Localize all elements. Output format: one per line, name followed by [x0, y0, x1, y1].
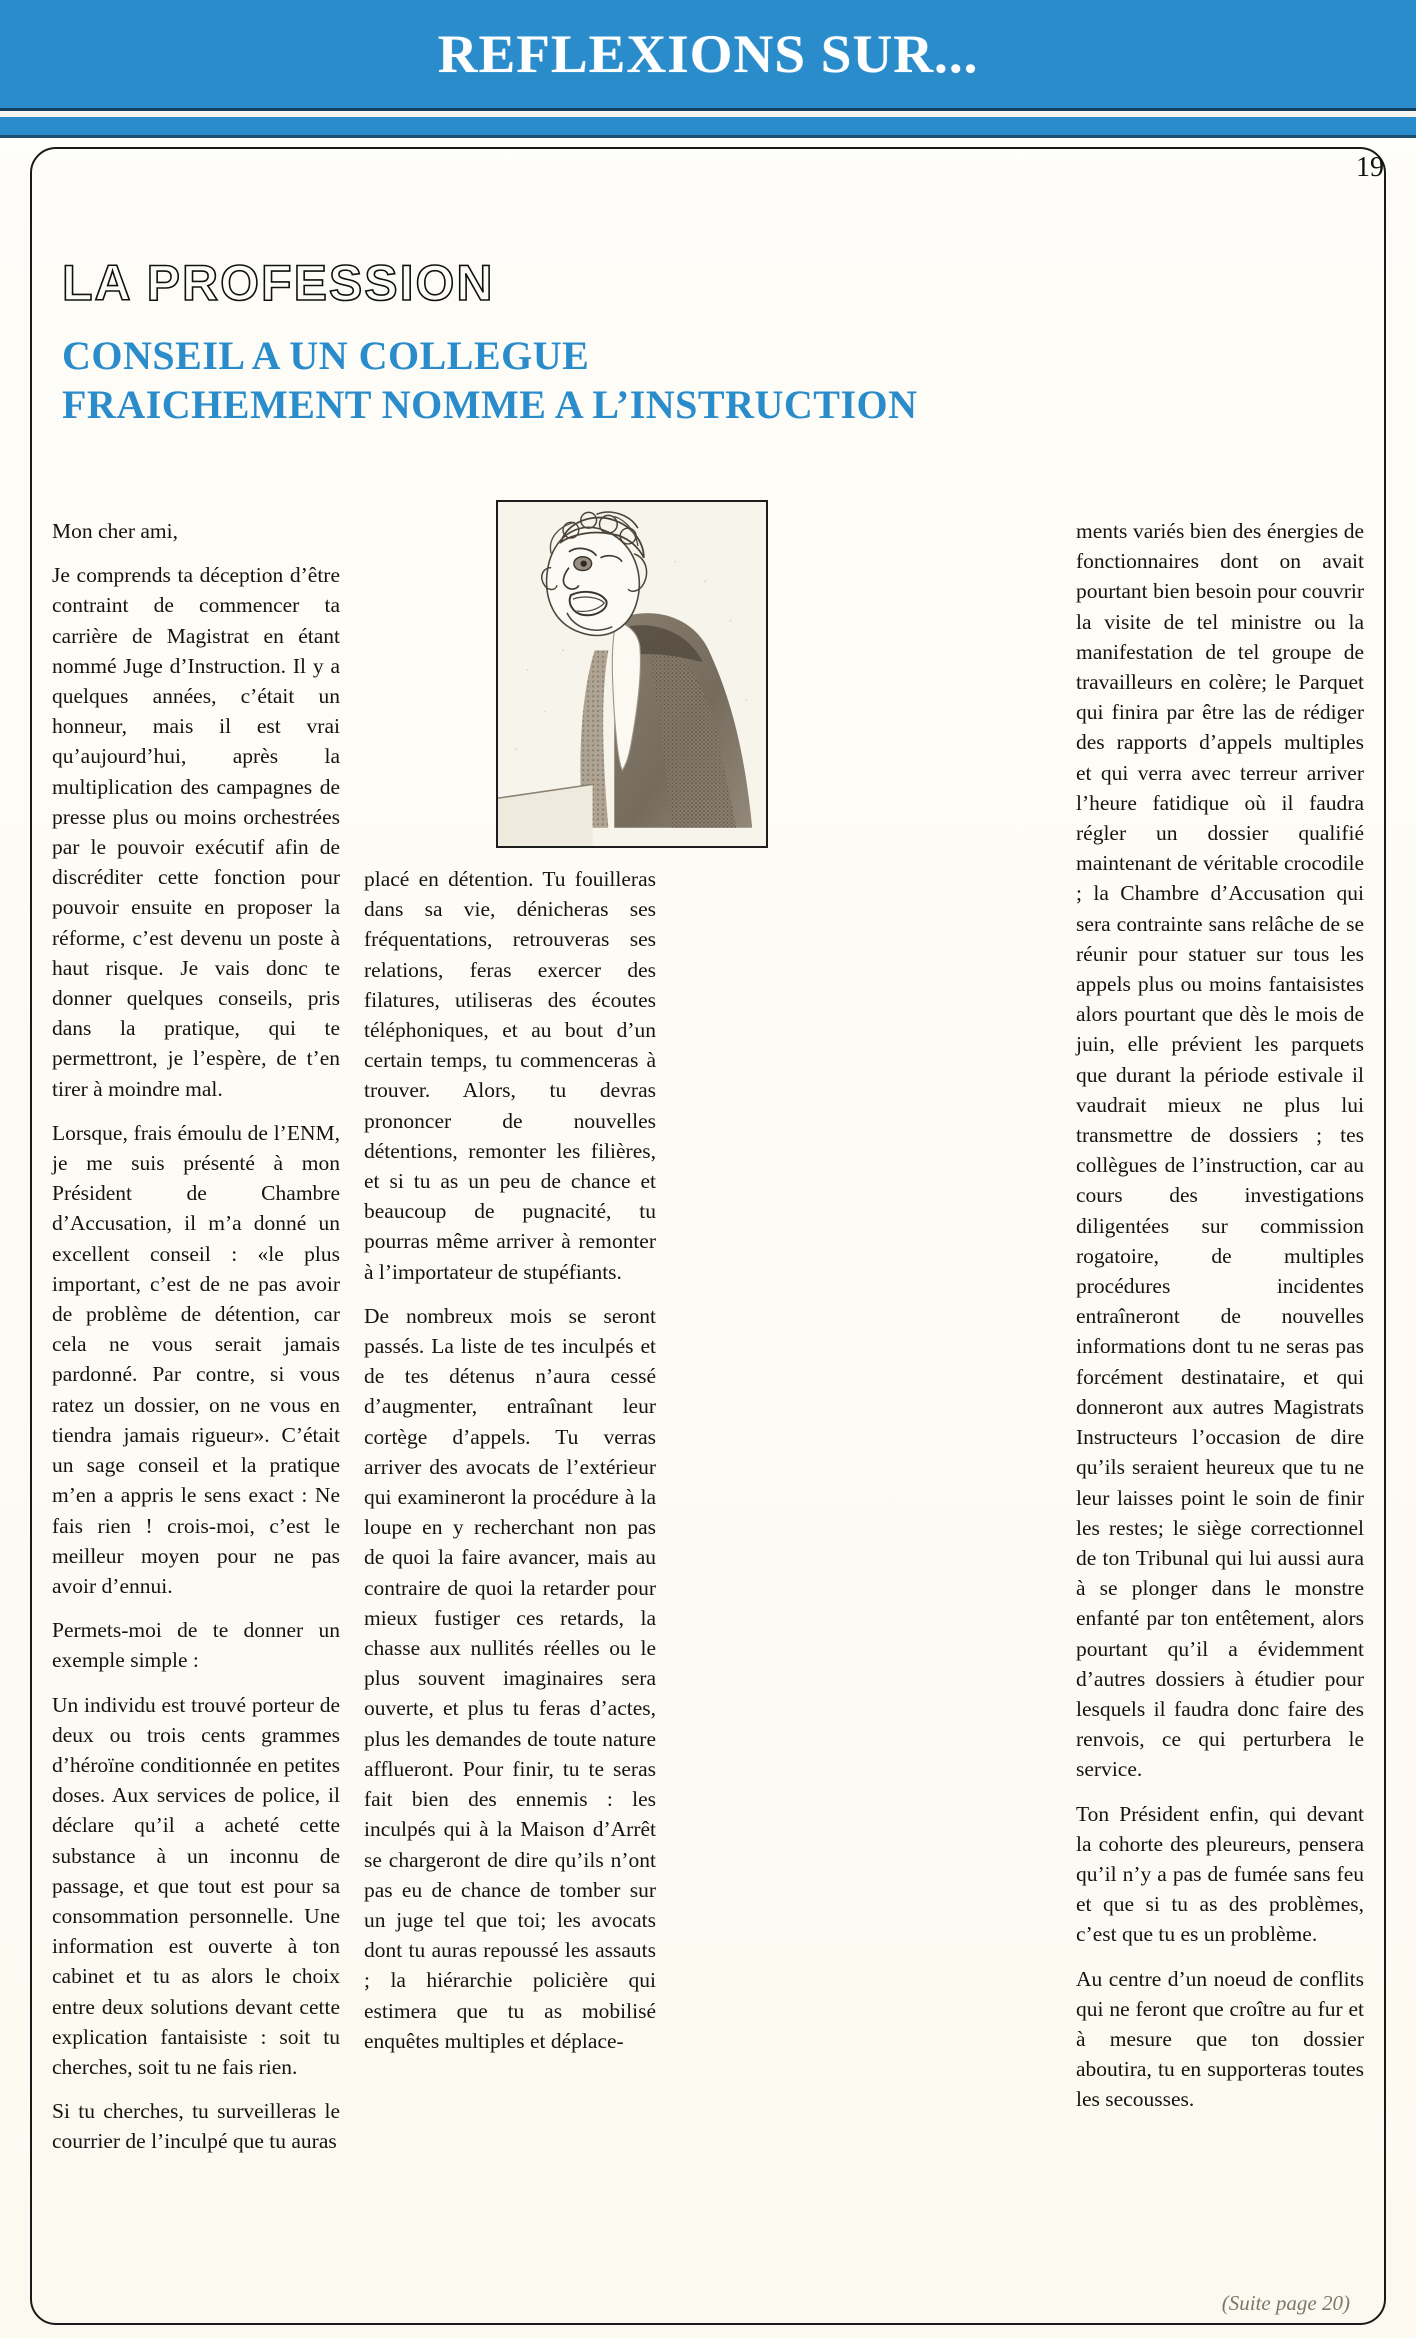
masthead-banner [0, 0, 1416, 108]
continuation-note: (Suite page 20) [1221, 2291, 1350, 2315]
paragraph: Ton Président enfin, qui devant la cohorte des pleureurs, pensera qu’il n’y a pas de fumée sans feu et que si tu as des problèmes, c’est que tu es un problème. [1076, 1801, 1364, 1947]
column-3 [1076, 516, 1364, 2256]
paragraph: Si tu cherches, tu surveilleras le courrier de l’inculpé que tu auras [52, 2099, 340, 2154]
column-2 [364, 516, 656, 2256]
column-1 [52, 516, 340, 2256]
banner-rule-bottom [0, 135, 1416, 138]
paragraph: De nombreux mois se seront passés. La liste de tes inculpés et de tes détenus n’aura cessé d’augmenter, entraînant leur cortège d’appels. Tu verras arriver des avocats de l’extérieur qui examineront la procédure à la loupe en y recherchant non pas de quoi la faire avancer, mais au contraire de quoi la retarder pour mieux fustiger ces retards, la chasse aux nullités réelles ou le plus souvent imaginaires sera ouverte, et plus tu feras d’actes, plus les demandes de toute nature afflueront. Pour finir, tu te seras fait bien des ennemis : les inculpés qui à la Maison d’Arrêt se chargeront de dire qu’ils n’ont pas eu de chance de tomber sur un juge tel que toi; les avocats dont tu auras repoussé les assauts ; la hiérarchie policière qui estimera que tu as mobilisé enquêtes multiples et déplace- [364, 1303, 656, 2053]
paragraph: Au centre d’un noeud de conflits qui ne feront que croître au fur et à mesure que ton dossier aboutira, tu en supporteras toutes les secousses. [1076, 1966, 1364, 2112]
headline-line-1: CONSEIL A UN COLLEGUE [62, 333, 590, 378]
paragraph: placé en détention. Tu fouilleras dans sa vie, dénicheras ses fréquentations, retrouveras ses relations, feras exercer des filatures, utiliseras des écoutes téléphoniques, et au bout d’un certain temps, tu commenceras à trouver. Alors, tu devras prononcer de nouvelles détentions, remonter les filières, et si tu as un peu de chance et beaucoup de pugnacité, tu pourras même arriver à remonter à l’importateur de stupéfiants. [364, 867, 656, 1284]
section-kicker: LA PROFESSION [62, 255, 495, 311]
masthead-title: REFLEXIONS SUR... [437, 24, 979, 84]
paragraph: Mon cher ami, [52, 519, 178, 543]
headline-line-2: FRAICHEMENT NOMME A L’INSTRUCTION [62, 381, 918, 427]
page-number: 19 [1356, 152, 1384, 183]
paragraph: Lorsque, frais émoulu de l’ENM, je me suis présenté à mon Président de Chambre d’Accusation, il m’a donné un excellent conseil : «le plus important, c’est de ne pas avoir de problème de détention, car cela ne vous serait jamais pardonné. Par contre, si vous ratez un dossier, on ne vous en tiendra jamais rigueur». C’était un sage conseil et la pratique m’en a appris le sens exact : Ne fais rien ! crois-moi, c’est le meilleur moyen pour ne pas avoir d’ennui. [52, 1120, 340, 1598]
paragraph: ments variés bien des énergies de fonctionnaires dont on avait pourtant bien besoin pour couvrir la visite de tel ministre ou la manifestation de tel groupe de travailleurs en colère; le Parquet qui finira par être las de rédiger des rapports d’appels multiples et qui verra avec terreur arriver l’heure fatidique où il faudra régler un dossier qualifié maintenant de véritable crocodile ; la Chambre d’Accusation qui sera contrainte sans relâche de se réunir pour statuer sur tous les appels plus ou moins fantaisistes alors pourtant que dès le mois de juin, elle prévient les parquets que durant la période estivale il vaudrait mieux ne plus lui transmettre de dossiers ; tes collègues de l’instruction, car au cours des investigations diligentées sur commission rogatoire, de multiples procédures incidentes entraîneront de nouvelles informations dont tu ne seras pas forcément destinataire, et qui donneront aux autres Magistrats Instructeurs l’occasion de dire qu’ils seraient heureux que tu ne leur laisses point le soin de finir les restes; le siège correctionnel de ton Tribunal qui lui aussi aura à se plonger dans le monstre enfanté par ton entêtement, alors pourtant qu’il a évidemment d’autres dossiers à étudier pour lesquels il faudra donc faire des renvois, ce qui perturbera le service. [1076, 519, 1364, 1782]
banner-secondary-band [0, 117, 1416, 135]
illustration-flow-spacer [364, 516, 656, 864]
paragraph: Je comprends ta déception d’être contraint de commencer ta carrière de Magistrat en étant nommé Juge d’Instruction. Il y a quelques années, c’était un honneur, mais il est vrai qu’aujourd’hui, après la multiplication des campagnes de presse plus ou moins orchestrées par le pouvoir exécutif afin de discréditer cette fonction pour pouvoir ensuite en proposer la réforme, c’est devenu un poste à haut risque. Je vais donc te donner quelques conseils, pris dans la pratique, qui te permettront, je l’espère, de t’en tirer à moindre mal. [52, 563, 340, 1101]
paragraph: Permets-moi de te donner un exemple simple : [52, 1618, 340, 1673]
article-headline [62, 332, 918, 430]
paragraph: Un individu est trouvé porteur de deux ou trois cents grammes d’héroïne conditionnée en petites doses. Aux services de police, il déclare qu’il a acheté cette substance à un inconnu de passage, et que tout est pour sa consommation personnelle. Une information est ouverte à ton cabinet et tu as alors le choix entre deux solutions devant cette explication fantaisiste : soit tu cherches, soit tu ne fais rien. [52, 1692, 340, 2079]
article-columns [52, 516, 1364, 2256]
